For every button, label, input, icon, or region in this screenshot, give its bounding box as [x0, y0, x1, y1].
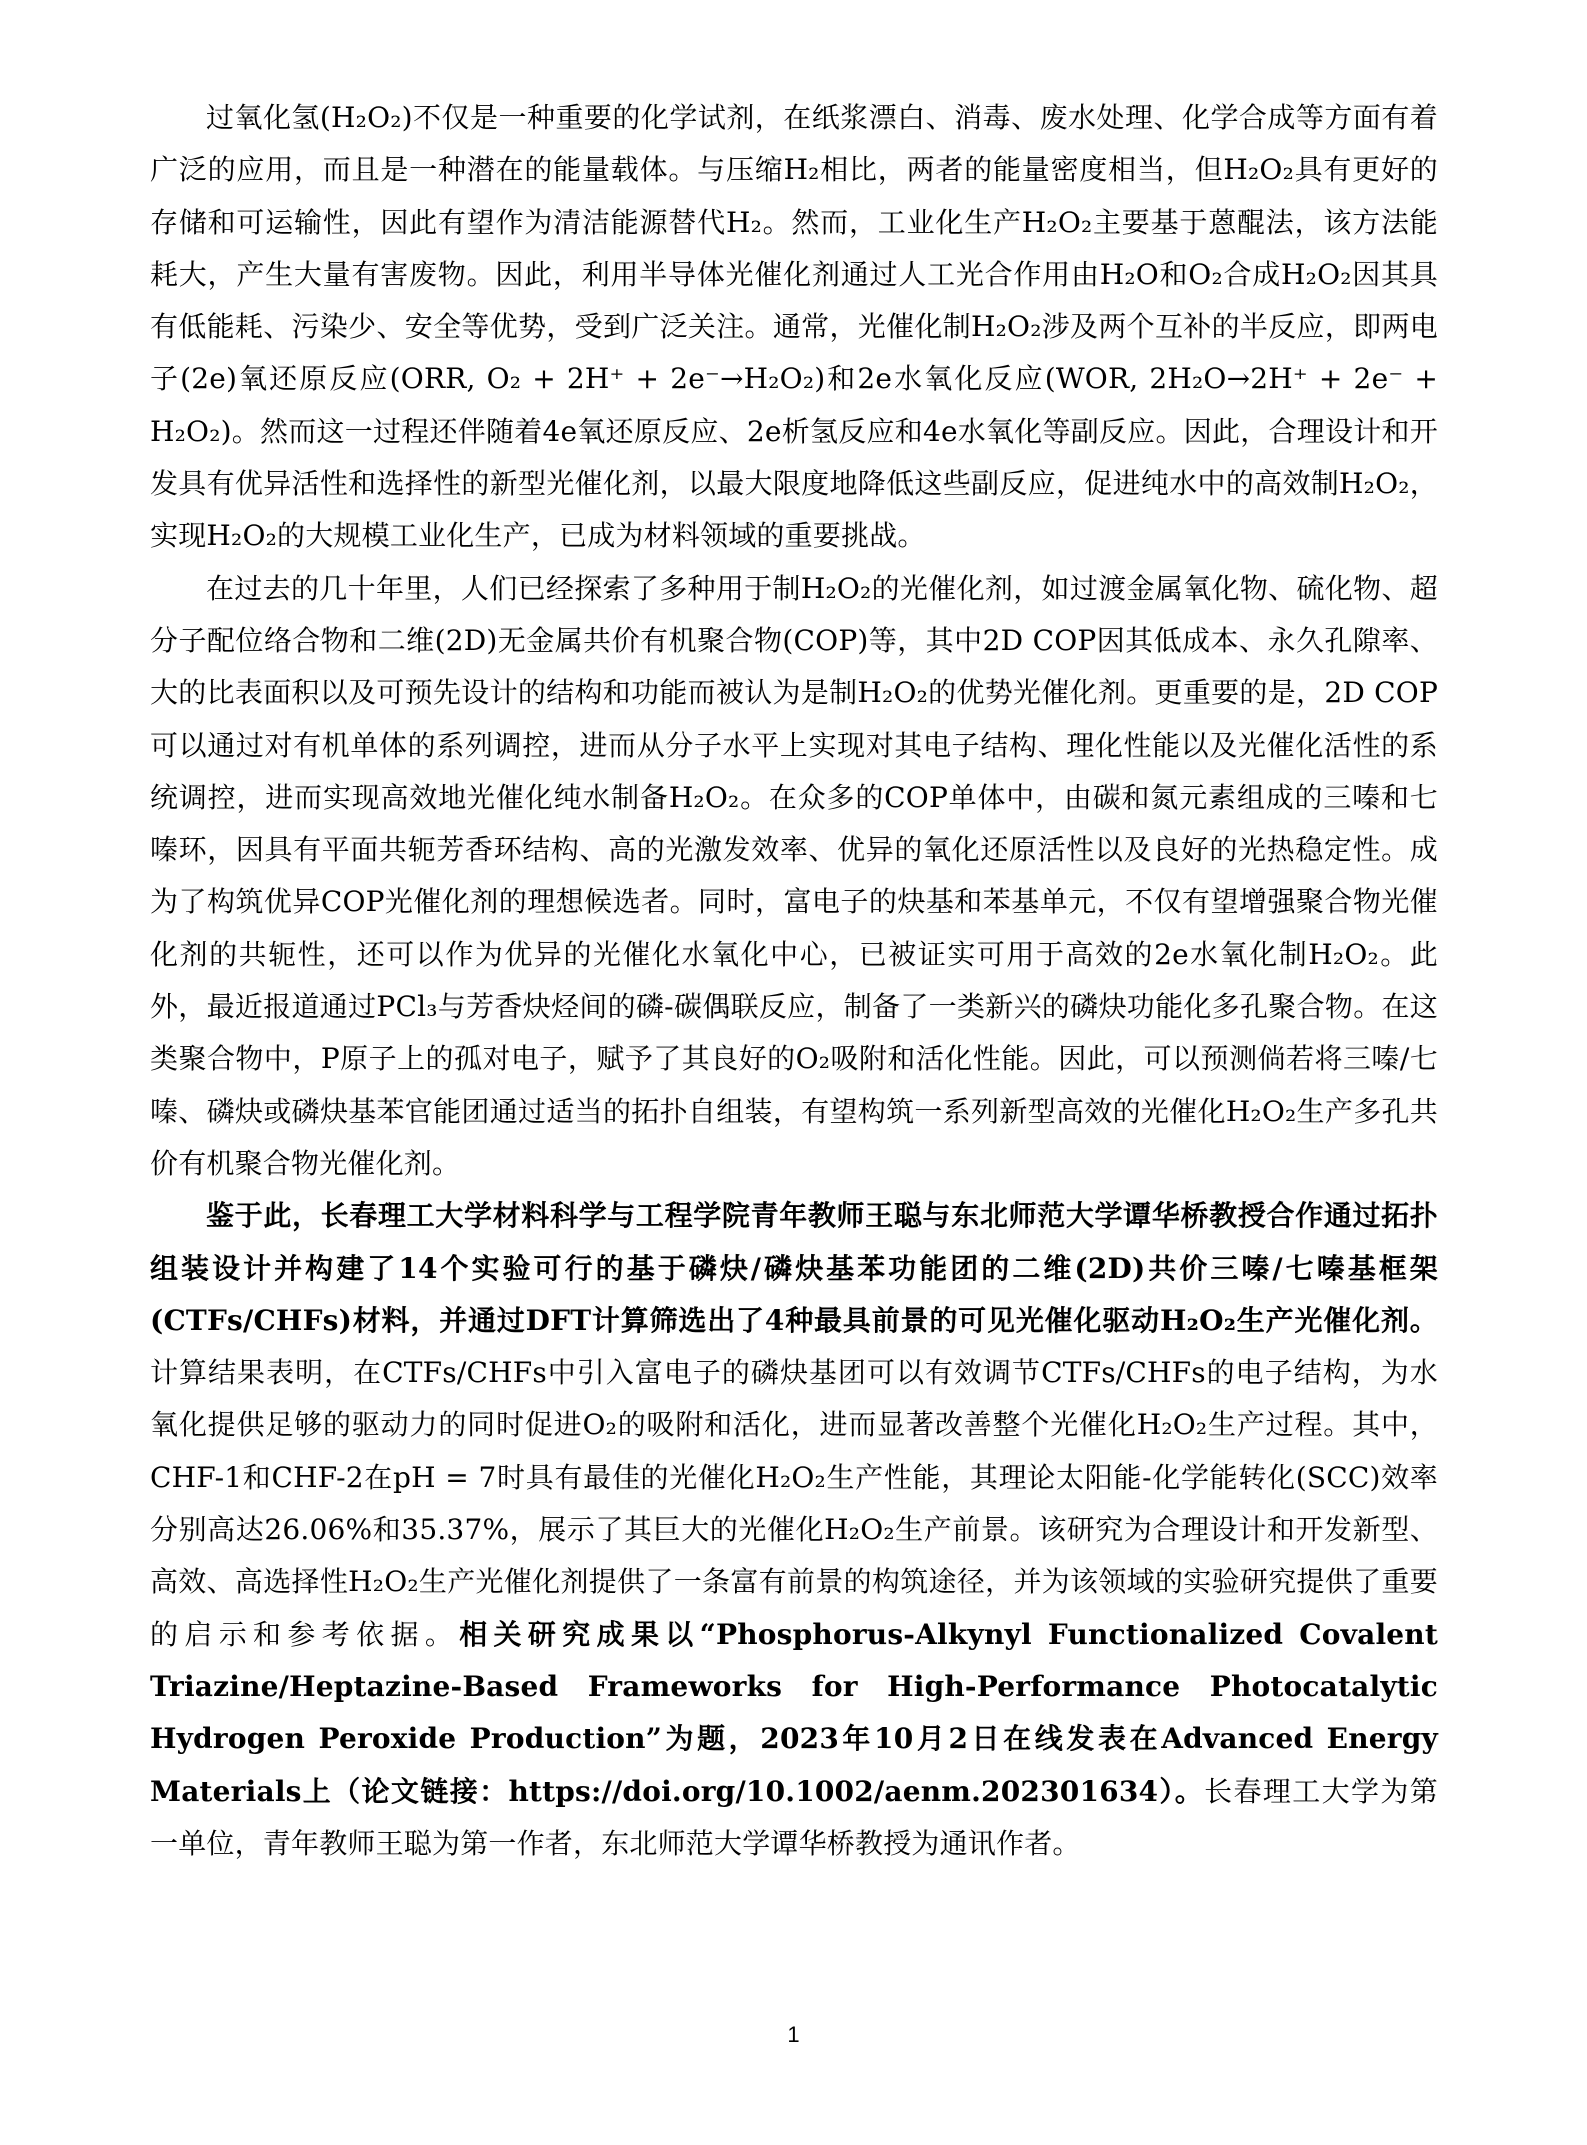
research-highlight-text: 鉴于此，长春理工大学材料科学与工程学院青年教师王聪与东北师范大学谭华桥教授合作通过拓扑组装设计并构建了14个实验可行的基于磷炔/磷炔基苯功能团的二维(2D)共价三嗪/七嗪基框架(CTFs/CHFs)材料，并通过DFT计算筛选出了4种最具前景的可见光催化驱动H₂O₂生产光催化剂。	[150, 1199, 1438, 1337]
paragraph-intro	[150, 92, 1438, 563]
paragraph-background	[150, 563, 1438, 1191]
publication-info-text: 相关研究成果以“Phosphorus-Alkynyl Functionalized Covalent Triazine/Heptazine-Based Frameworks for High-Performance Photocatalytic Hydrogen Peroxide Production”为题，2023年10月2日在线发表在Advanced Energy Materials上（论文链接：https://doi.org/10.1002/aenm.202301634）。	[150, 1617, 1438, 1808]
research-results-text: 计算结果表明，在CTFs/CHFs中引入富电子的磷炔基团可以有效调节CTFs/CHFs的电子结构，为水氧化提供足够的驱动力的同时促进O₂的吸附和活化，进而显著改善整个光催化H₂O₂生产过程。其中，CHF-1和CHF-2在pH = 7时具有最佳的光催化H₂O₂生产性能，其理论太阳能-化学能转化(SCC)效率分别高达26.06%和35.37%，展示了其巨大的光催化H₂O₂生产前景。该研究为合理设计和开发新型、高效、高选择性H₂O₂生产光催化剂提供了一条富有前景的构筑途径，并为该领域的实验研究提供了重要的启示和参考依据。	[150, 1356, 1438, 1651]
paragraph-intro-text: 过氧化氢(H₂O₂)不仅是一种重要的化学试剂，在纸浆漂白、消毒、废水处理、化学合成等方面有着广泛的应用，而且是一种潜在的能量载体。与压缩H₂相比，两者的能量密度相当，但H₂O₂具有更好的存储和可运输性，因此有望作为清洁能源替代H₂。然而，工业化生产H₂O₂主要基于蒽醌法，该方法能耗大，产生大量有害废物。因此，利用半导体光催化剂通过人工光合作用由H₂O和O₂合成H₂O₂因其具有低能耗、污染少、安全等优势，受到广泛关注。通常，光催化制H₂O₂涉及两个互补的半反应，即两电子(2e)氧还原反应(ORR, O₂ + 2H⁺ + 2e⁻→H₂O₂)和2e水氧化反应(WOR, 2H₂O→2H⁺ + 2e⁻ + H₂O₂)。然而这一过程还伴随着4e氧还原反应、2e析氢反应和4e水氧化等副反应。因此，合理设计和开发具有优异活性和选择性的新型光催化剂，以最大限度地降低这些副反应，促进纯水中的高效制H₂O₂，实现H₂O₂的大规模工业化生产，已成为材料领域的重要挑战。	[150, 101, 1438, 553]
page-number: 1	[787, 2022, 800, 2047]
paragraph-research-summary	[150, 1190, 1438, 1870]
paragraph-background-text: 在过去的几十年里，人们已经探索了多种用于制H₂O₂的光催化剂，如过渡金属氧化物、硫化物、超分子配位络合物和二维(2D)无金属共价有机聚合物(COP)等，其中2D COP因其低成本、永久孔隙率、大的比表面积以及可预先设计的结构和功能而被认为是制H₂O₂的优势光催化剂。更重要的是，2D COP可以通过对有机单体的系列调控，进而从分子水平上实现对其电子结构、理化性能以及光催化活性的系统调控，进而实现高效地光催化纯水制备H₂O₂。在众多的COP单体中，由碳和氮元素组成的三嗪和七嗪环，因具有平面共轭芳香环结构、高的光激发效率、优异的氧化还原活性以及良好的光热稳定性。成为了构筑优异COP光催化剂的理想候选者。同时，富电子的炔基和苯基单元，不仅有望增强聚合物光催化剂的共轭性，还可以作为优异的光催化水氧化中心，已被证实可用于高效的2e水氧化制H₂O₂。此外，最近报道通过PCl₃与芳香炔烃间的磷-碳偶联反应，制备了一类新兴的磷炔功能化多孔聚合物。在这类聚合物中，P原子上的孤对电子，赋予了其良好的O₂吸附和活化性能。因此，可以预测倘若将三嗪/七嗪、磷炔或磷炔基苯官能团通过适当的拓扑自组装，有望构筑一系列新型高效的光催化H₂O₂生产多孔共价有机聚合物光催化剂。	[150, 571, 1438, 1180]
authorship-text: 长春理工大学为第一单位，青年教师王聪为第一作者，东北师范大学谭华桥教授为通讯作者。	[150, 1774, 1438, 1860]
article-body	[150, 92, 1438, 1870]
